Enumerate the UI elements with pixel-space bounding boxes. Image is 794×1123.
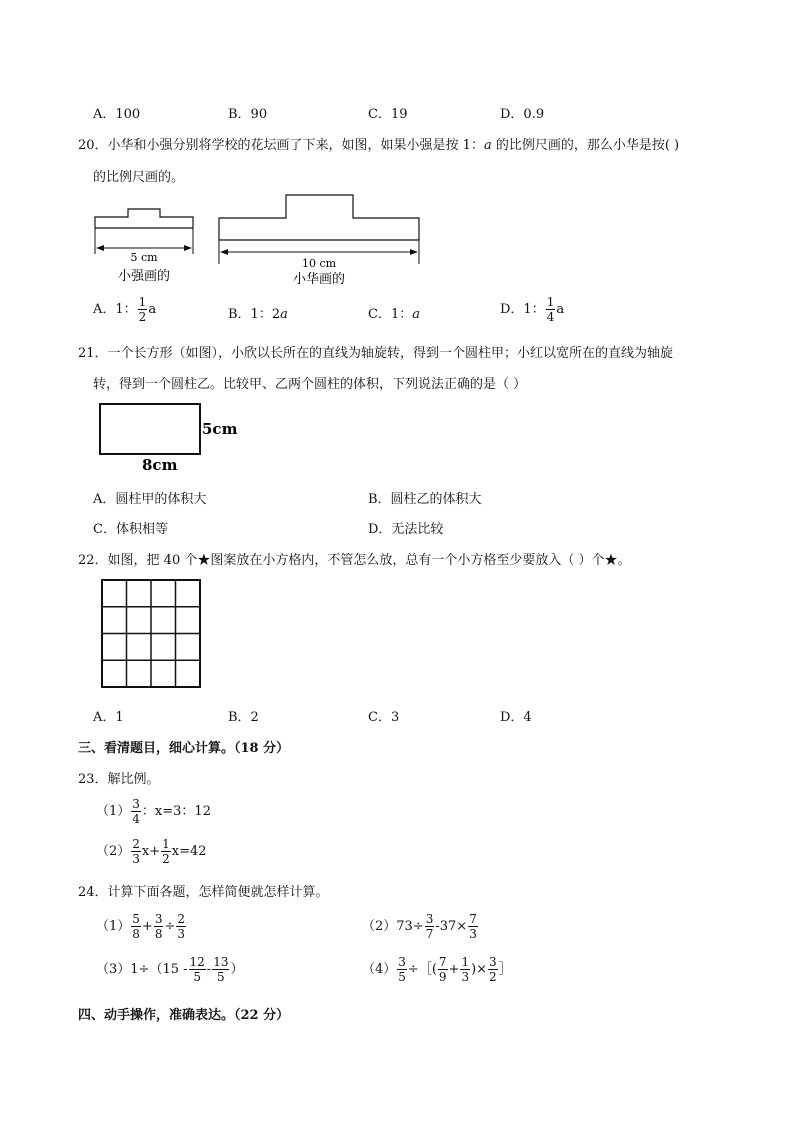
q20-line2: 的比例尺画的。: [93, 170, 185, 185]
q21-line1: 21．一个长方形（如图），小欣以长所在的直线为轴旋转，得到一个圆柱甲；小红以宽所在的直线为轴旋: [78, 346, 674, 361]
q24-title: 24．计算下面各题，怎样简便就怎样计算。: [78, 885, 329, 900]
q21-option-d: D．无法比较: [368, 522, 444, 537]
q23-title: 23．解比例。: [78, 772, 160, 787]
q22-text: 22．如图，把 40 个★图案放在小方格内，不管怎么放，总有一个小方格至少要放入（ ）个★。: [78, 553, 631, 568]
rectangle: [100, 404, 200, 454]
q19-option-d: D．0.9: [500, 107, 545, 122]
q20-option-a: A．1： $\frac{1}{2}$ a: [93, 295, 157, 324]
q21-line2: 转，得到一个圆柱乙。比较甲、乙两个圆柱的体积，下列说法正确的是（ ）: [93, 377, 527, 392]
width-label: 5cm: [202, 420, 238, 438]
q24-part3: （3）1÷（15 - $\frac{12}{5}$ - $\frac{13}{5}$ ）: [96, 955, 244, 984]
q22-option-a: A．1: [93, 710, 124, 725]
small-caption: 小强画的: [117, 269, 171, 284]
q23-part1: （1） $\frac{3}{4}$ ：x=3：12: [96, 797, 211, 826]
large-dim-label: 10 cm: [301, 257, 337, 270]
q20-figure: [88, 188, 428, 288]
q24-part1: （1） $\frac{5}{8}$ + $\frac{3}{8}$ ÷ $\frac{2}{3}$: [96, 912, 186, 941]
q20-option-d: D．1： $\frac{1}{4}$ a: [500, 295, 565, 324]
q22-option-d: D．4: [500, 710, 532, 725]
q19-option-b: B．90: [228, 107, 268, 122]
q20-option-c: C．1：a: [368, 307, 420, 322]
length-label: 8cm: [142, 456, 178, 474]
q20-line1: 20．小华和小强分别将学校的花坛画了下来，如图，如果小强是按 1：a 的比例尺画的，那么小华是按( ): [78, 138, 680, 153]
q21-rectangle-figure: [94, 398, 244, 474]
small-flowerbed-outline: [95, 209, 193, 228]
q22-option-b: B．2: [228, 710, 259, 725]
q22-option-c: C．3: [368, 710, 400, 725]
small-dim-label: 5 cm: [130, 251, 158, 264]
q21-option-b: B．圆柱乙的体积大: [368, 492, 482, 507]
section3-title: 三、看清题目，细心计算。（18 分）: [78, 741, 290, 756]
q21-option-c: C．体积相等: [93, 522, 168, 537]
q22-grid-figure: [100, 578, 202, 690]
q21-option-a: A．圆柱甲的体积大: [93, 492, 207, 507]
large-caption: 小华画的: [292, 272, 346, 287]
q19-option-c: C．19: [368, 107, 408, 122]
q20-option-b: B．1：2a: [228, 307, 288, 322]
q23-part2: （2） $\frac{2}{3}$ x+ $\frac{1}{2}$ x=42: [96, 837, 207, 866]
large-flowerbed-outline: [219, 195, 419, 240]
section4-title: 四、动手操作，准确表达。（22 分）: [78, 1008, 290, 1023]
q24-part2: （2）73÷ $\frac{3}{7}$ -37× $\frac{7}{3}$: [362, 912, 477, 941]
q24-part4: （4） $\frac{3}{5}$ ÷［( $\frac{7}{9}$ + $\frac{1}{3}$ )× $\frac{3}{2}$ ］: [362, 955, 512, 984]
q19-option-a: A．100: [93, 107, 141, 122]
